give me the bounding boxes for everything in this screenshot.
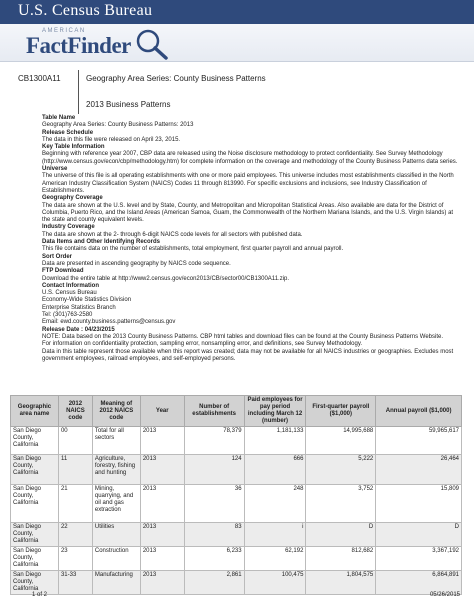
table-cell: Construction (92, 547, 140, 571)
table-row (11, 523, 462, 547)
note-text: The universe of this file is all operating establishments with one or more paid employees. This universe includes most establishments classified in the North American Industry Classification System (NAICS) Codes 11 through 813990. For specific exclusions and inclusions, see Industry Classification of Establishments. (42, 173, 454, 194)
table-cell: 21 (58, 485, 92, 523)
column-header[interactable]: Year (140, 396, 184, 427)
table-cell: San Diego County, California (11, 455, 59, 485)
note-text: U.S. Census Bureau (42, 290, 97, 297)
table-cell: 6,233 (184, 547, 244, 571)
note-text: NOTE: Data based on the 2013 County Business Patterns. CBP html tables and download files can be found at the County Business Patterns Website. (42, 333, 444, 340)
table-cell: 2013 (140, 455, 184, 485)
table-cell: San Diego County, California (11, 427, 59, 455)
table-cell: D (306, 523, 376, 547)
table-cell: 78,379 (184, 427, 244, 455)
column-header[interactable]: Number of establishments (184, 396, 244, 427)
census-banner (0, 0, 474, 24)
note-text: Download the entire table at http://www2.census.gov/econ2013/CB/sector00/CB1300A11.zip. (42, 275, 290, 282)
note-text: Data in this table represent those available when this report was created; data may not be available for all NAICS industries or geographies. Excludes most government employees, railroad employees, and self-employed persons. (42, 348, 454, 362)
table-cell: 3,752 (306, 485, 376, 523)
table-cell: 666 (244, 455, 306, 485)
magnifier-icon (130, 28, 174, 60)
note-text: The data are shown at the U.S. level and by State, County, and Metropolitan and Micropolitan Statistical Areas. Also available are data for the District of Columbia, Puerto Rico, and the Island Areas (American Samoa, Guam, the Commonwealth of the Northern Mariana Islands, and the U.S. Virgin Islands) at the state and county equivalent levels. (42, 202, 454, 224)
note-text: For information on confidentiality protection, sampling error, nonsampling error, and definitions, see Survey Methodology. (42, 341, 363, 348)
note-heading: Universe (42, 166, 68, 173)
table-cell: 2,861 (184, 571, 244, 595)
table-cell: 22 (58, 523, 92, 547)
note-heading: Sort Order (42, 253, 73, 260)
table-cell: 124 (184, 455, 244, 485)
table-notes (42, 115, 462, 363)
note-heading: Release Date : 04/23/2015 (42, 326, 115, 333)
factfinder-logo[interactable] (14, 28, 174, 60)
table-cell: 26,464 (376, 455, 462, 485)
column-header[interactable]: Geographic area name (11, 396, 59, 427)
table-cell: 2013 (140, 485, 184, 523)
report-header (18, 70, 458, 114)
table-row (11, 427, 462, 455)
report-subtitle: 2013 Business Patterns (86, 100, 171, 109)
note-text: Email: ewd.county.business.patterns@census.gov (42, 319, 176, 326)
note-heading: FTP Download (42, 268, 84, 275)
table-cell: 23 (58, 547, 92, 571)
table-cell: 100,475 (244, 571, 306, 595)
note-heading: Data Items and Other Identifying Records (42, 239, 161, 246)
note-heading: Contact Information (42, 282, 99, 289)
table-cell: 1,804,575 (306, 571, 376, 595)
table-cell: San Diego County, California (11, 571, 59, 595)
note-text: Beginning with reference year 2007, CBP data are released using the Noise disclosure methodology to protect confidentiality. See Survey Methodology (http://www.census.gov/econ/cbp/methodology.htm) for complete information on the coverage and methodology of the County Business Patterns data series. (42, 151, 458, 165)
table-cell: 14,995,688 (306, 427, 376, 455)
data-table-container (10, 395, 464, 595)
table-cell: 31-33 (58, 571, 92, 595)
table-body (11, 427, 462, 595)
table-cell: 2013 (140, 427, 184, 455)
column-header[interactable]: First-quarter payroll ($1,000) (306, 396, 376, 427)
note-heading: Table Name (42, 115, 76, 121)
table-cell: San Diego County, California (11, 523, 59, 547)
table-cell: 812,682 (306, 547, 376, 571)
table-header-row (11, 396, 462, 427)
table-cell: San Diego County, California (11, 485, 59, 523)
table-cell: 36 (184, 485, 244, 523)
column-header[interactable]: Meaning of 2012 NAICS code (92, 396, 140, 427)
table-cell: 1,181,133 (244, 427, 306, 455)
note-text: Geography Area Series: County Business Patterns: 2013 (42, 122, 194, 129)
table-cell: Mining, quarrying, and oil and gas extraction (92, 485, 140, 523)
table-cell: 59,965,617 (376, 427, 462, 455)
table-row (11, 485, 462, 523)
note-text: Economy-Wide Statistics Division (42, 297, 132, 304)
note-text: Data are presented in ascending geography by NAICS code sequence. (42, 260, 231, 267)
table-cell: 83 (184, 523, 244, 547)
table-row (11, 571, 462, 595)
page-number: 1 of 2 (32, 592, 48, 598)
note-text: Tel: (301)763-2580 (42, 312, 93, 319)
header-divider (78, 70, 79, 114)
factfinder-header (0, 24, 474, 62)
note-heading: Key Table Information (42, 144, 105, 151)
table-cell: 15,809 (376, 485, 462, 523)
table-cell: 248 (244, 485, 306, 523)
logo-american-text: AMERICAN (42, 28, 86, 34)
table-cell: Total for all sectors (92, 427, 140, 455)
table-cell: Utilities (92, 523, 140, 547)
table-cell: D (376, 523, 462, 547)
note-text: This file contains data on the number of establishments, total employment, first quarter payroll and annual payroll. (42, 246, 344, 253)
note-text: The data in this file were released on April 23, 2015. (42, 136, 181, 143)
table-cell: 00 (58, 427, 92, 455)
note-text: The data are shown at the 2- through 6-digit NAICS code levels for all sectors with published data. (42, 231, 303, 238)
table-cell: 62,192 (244, 547, 306, 571)
footer-date: 05/26/2015 (429, 592, 460, 598)
table-cell: 2013 (140, 571, 184, 595)
report-title: Geography Area Series: County Business Patterns (86, 74, 266, 83)
logo-factfinder-text: FactFinder (26, 33, 131, 58)
data-table (10, 395, 462, 595)
table-cell: i (244, 523, 306, 547)
note-heading: Release Schedule (42, 129, 94, 136)
column-header[interactable]: Annual payroll ($1,000) (376, 396, 462, 427)
table-cell: San Diego County, California (11, 547, 59, 571)
table-cell: 6,864,891 (376, 571, 462, 595)
note-heading: Industry Coverage (42, 224, 95, 231)
table-cell: 2013 (140, 523, 184, 547)
report-id: CB1300A11 (18, 74, 61, 83)
table-cell: 3,367,192 (376, 547, 462, 571)
table-row (11, 547, 462, 571)
column-header[interactable]: 2012 NAICS code (58, 396, 92, 427)
table-cell: 11 (58, 455, 92, 485)
note-text: Enterprise Statistics Branch (42, 304, 116, 311)
table-row (11, 455, 462, 485)
column-header[interactable]: Paid employees for pay period including March 12 (number) (244, 396, 306, 427)
table-cell: Agriculture, forestry, fishing and hunting (92, 455, 140, 485)
table-cell: 5,222 (306, 455, 376, 485)
note-heading: Geography Coverage (42, 195, 103, 202)
table-cell: Manufacturing (92, 571, 140, 595)
census-bureau-title: U.S. Census Bureau (18, 2, 153, 19)
table-cell: 2013 (140, 547, 184, 571)
